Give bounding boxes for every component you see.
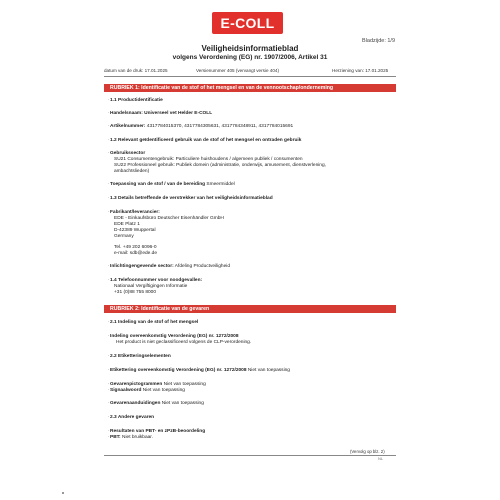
supplier-country: Germany [114, 234, 134, 239]
heading-1-1: 1.1 Productidentificatie [110, 98, 163, 103]
revision-date: Herziening van: 17.01.2025 [332, 68, 389, 73]
use-label: Toepassing van de stof / van de bereiding [110, 182, 206, 187]
section1-banner: RUBRIEK 1: Identificatie van de stof of het mengsel en van de vennootschap/onderneming [104, 84, 396, 92]
info-sector-value: Afdeling Productveiligheid [174, 264, 230, 269]
bullet: · [108, 401, 110, 406]
supplier-email[interactable]: e-mail: sdb@ede.de [114, 251, 158, 256]
emergency-org: Nationaal Vergiftigingen Informatie [114, 284, 188, 289]
bullet: · [108, 334, 110, 339]
label-row [110, 368, 290, 374]
info-sector-row [110, 264, 230, 270]
bullet: · [108, 151, 110, 156]
heading-2-3: 2.3 Andere gevaren [110, 415, 155, 420]
brand-logo-text: E-COLL [220, 15, 275, 31]
footer-divider [104, 455, 396, 456]
info-sector-label: Inlichtingengevende sector: [110, 264, 174, 269]
hazard-label: Gevarenaanduidingen [110, 401, 161, 406]
bullet: · [108, 435, 110, 440]
bullet: · [108, 124, 110, 129]
supplier-street: EDE Platz 1 [114, 222, 140, 227]
sector-label: Gebruikssector [110, 151, 146, 156]
bullet: · [108, 382, 110, 387]
su22-line: SU22 Professioneel gebruik: Publiek domein (administratie, onderwijs, amusement, dienstverlening, [114, 163, 326, 168]
supplier-name: EDE - Einkaufsbüro Deutscher Eisenhändler GmbH [114, 216, 224, 221]
bullet: · [108, 182, 110, 187]
supplier-label: Fabrikant/leverancier: [110, 210, 160, 215]
bullet: · [108, 278, 110, 283]
bullet: · [108, 320, 110, 325]
bullet: · [108, 210, 110, 215]
article-number-label: Artikelnummer: [110, 124, 146, 129]
pbt-results-label: Resultaten van PBT- en zPzB-beoordeling [110, 429, 206, 434]
su22-cont-line: ambachtslieden) [114, 169, 150, 174]
language-code: NL [378, 456, 384, 461]
bullet: · [108, 98, 110, 103]
use-row [110, 182, 235, 188]
scan-dot [62, 492, 64, 494]
article-number-value: 4317784015370, 4317784305631, 4317784348911, 4317784015691 [146, 124, 294, 129]
document-title: Veiligheidsinformatieblad [201, 44, 299, 53]
bullet: · [108, 354, 110, 359]
pictogram-value: Niet van toepassing [163, 382, 206, 387]
classification-value: Het product is niet geclassificeerd volgens de CLP-verordening. [116, 340, 252, 345]
bullet: · [108, 196, 110, 201]
trade-name-label: Handelsnaam: [110, 111, 143, 116]
bullet: · [108, 415, 110, 420]
label-value: Niet van toepassing [247, 368, 290, 373]
pictogram-label: Gevarenpictogrammen [110, 382, 163, 387]
hazard-row [110, 401, 204, 407]
signal-row [110, 388, 185, 394]
heading-2-2: 2.2 Etiketteringselementen [110, 354, 171, 359]
brand-logo [212, 12, 283, 34]
header-divider [104, 76, 396, 77]
page-number: Bladzijde: 1/9 [362, 38, 396, 44]
signal-value: Niet van toepassing [142, 388, 185, 393]
article-number-row [110, 124, 293, 130]
heading-2-1: 2.1 Indeling van de stof of het mengsel [110, 320, 199, 325]
su21-line: SU21 Consumentengebruik: Particuliere huishoudens / algemeen publiek / consumenten [114, 157, 303, 162]
bullet: · [108, 138, 110, 143]
use-value: Smeermiddel [206, 182, 235, 187]
section2-banner: RUBRIEK 2: Identificatie van de gevaren [104, 305, 396, 313]
supplier-city: D-42389 Wuppertal [114, 228, 156, 233]
heading-1-3: 1.3 Details betreffende de verstrekker van het veiligheidsinformatieblad [110, 196, 273, 201]
pbt-value: Niet bruikbaar. [122, 435, 153, 440]
bullet: · [108, 264, 110, 269]
classification-label: Indeling overeenkomstig Verordening (EG) nr. 1272/2008 [110, 334, 239, 339]
bullet: · [108, 368, 110, 373]
bullet: · [108, 429, 110, 434]
pbt-row [110, 435, 153, 441]
pbt-label: PBT: [110, 435, 121, 440]
bullet: · [108, 388, 110, 393]
supplier-tel: Tel. +49 202 6096-0 [114, 245, 157, 250]
bullet: · [108, 111, 110, 116]
print-date: datum van de druk: 17.01.2025 [104, 68, 168, 73]
heading-1-2: 1.2 Relevant geïdentificeerd gebruik van de stof of het mengsel en ontraden gebruik [110, 138, 302, 143]
trade-name-value: Universeel vet Helder E-COLL [144, 111, 213, 116]
signal-label: Signaalwoord [110, 388, 142, 393]
heading-1-4: 1.4 Telefoonnummer voor noodgevallen: [110, 278, 203, 283]
document-subtitle: volgens Verordening (EG) nr. 1907/2006, Artikel 31 [172, 54, 328, 61]
label-label: Etikettering overeenkomstig Verordening (EG) nr. 1272/2008 [110, 368, 247, 373]
hazard-value: Niet van toepassing [161, 401, 204, 406]
continued-note: (Vervolg op blz. 2) [350, 449, 385, 454]
emergency-tel: +31 (0)88 755 8000 [114, 290, 157, 295]
version-number: Versienummer 405 (vervangt versie 404) [196, 68, 279, 73]
trade-name-row [110, 111, 212, 117]
